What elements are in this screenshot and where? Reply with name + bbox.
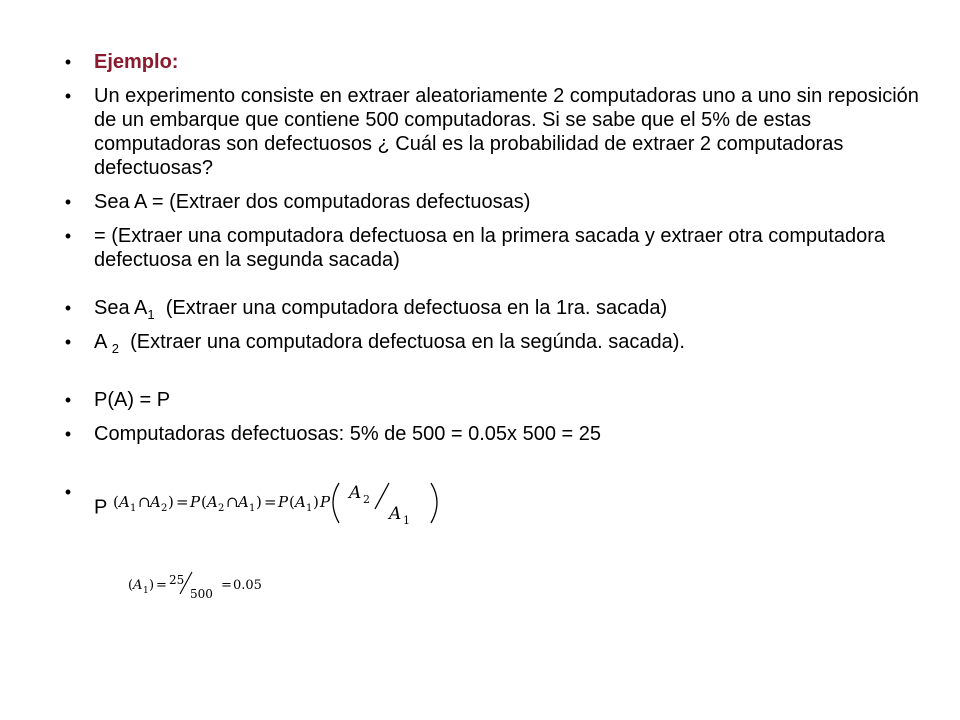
conditional-probability-formula bbox=[113, 477, 443, 533]
bullet-event-a bbox=[60, 190, 920, 214]
formula-cond-a-top: A bbox=[348, 483, 361, 503]
bullet-icon: • bbox=[64, 482, 72, 502]
formula-sub-1a: 1 bbox=[129, 503, 136, 514]
defective-count-text: Computadoras defectuosas: 5% de 500 = 0.05x 500 = 25 bbox=[94, 423, 602, 445]
formula-big-rparen bbox=[431, 483, 437, 523]
formula-cap-1: ∩ bbox=[137, 493, 151, 511]
formula-rparen-3: ) bbox=[312, 493, 319, 511]
bullet-icon: • bbox=[64, 192, 72, 212]
formula-svg bbox=[113, 477, 443, 527]
formula-sub-5: 1 bbox=[305, 503, 312, 514]
bullet-formula bbox=[60, 480, 920, 536]
bullet-icon: • bbox=[64, 390, 72, 410]
formula-lparen-2: ( bbox=[200, 493, 207, 511]
formula-big-lparen bbox=[333, 483, 339, 523]
example-heading: Ejemplo: bbox=[94, 51, 179, 73]
formula-a-2: A bbox=[149, 493, 161, 511]
event-a1-subscript: 1 bbox=[147, 307, 155, 322]
formula-eq-2: = bbox=[263, 493, 277, 511]
formula2-denominator: 500 bbox=[190, 587, 213, 601]
event-a2-prefix: A bbox=[94, 331, 112, 353]
formula-p-2: P bbox=[277, 493, 288, 511]
formula2-a: A bbox=[133, 578, 143, 593]
formula-p-3: P bbox=[319, 493, 330, 511]
formula2-numerator: 25 bbox=[169, 573, 185, 587]
formula-sub-2a: 2 bbox=[160, 503, 167, 514]
formula-cond-sub-top: 2 bbox=[362, 493, 370, 506]
prob-a-text: P(A) = P bbox=[94, 389, 171, 411]
event-a1-text: (Extraer una computadora defectuosa en la 1ra. sacada) bbox=[154, 297, 668, 319]
bullet-icon: • bbox=[64, 52, 72, 72]
formula-cap-2: ∩ bbox=[225, 493, 239, 511]
formula2-eq-1: = bbox=[156, 578, 167, 593]
bullet-event-a2 bbox=[60, 330, 920, 354]
formula-a-3: A bbox=[206, 493, 218, 511]
experiment-text: Un experimento consiste en extraer aleatoriamente 2 computadoras uno a uno sin reposición de un embarque que contiene 500 computadoras. Si se sabe que el 5% de estas computadoras son defectuosos ¿ Cuál es la probabilidad de extraer 2 computadoras defectuosas? bbox=[94, 85, 919, 179]
event-a2-text: (Extraer una computadora defectuosa en la segúnda. sacada). bbox=[119, 331, 685, 353]
event-a1-prefix: Sea A bbox=[94, 297, 148, 319]
bullet-defective-count bbox=[60, 422, 920, 446]
formula-sub-3: 2 bbox=[217, 503, 224, 514]
bullet-icon: • bbox=[64, 298, 72, 318]
formula-cond-a-bottom: A bbox=[388, 504, 401, 524]
formula-lparen-3: ( bbox=[288, 493, 295, 511]
formula-sub-4: 1 bbox=[248, 503, 255, 514]
formula-eq-1: = bbox=[175, 493, 189, 511]
formula-a-5: A bbox=[294, 493, 306, 511]
formula2-result: 0.05 bbox=[233, 578, 262, 593]
bullet-prob-a bbox=[60, 388, 920, 412]
bullet-icon: • bbox=[64, 226, 72, 246]
bullet-icon: • bbox=[64, 424, 72, 444]
formula-a-4: A bbox=[237, 493, 249, 511]
formula-cond-sub-bottom: 1 bbox=[402, 514, 410, 527]
formula-prefix: P bbox=[94, 496, 107, 519]
formula-p-1: P bbox=[189, 493, 200, 511]
formula-rparen-2: ) bbox=[255, 493, 262, 511]
formula-lparen-1: ( bbox=[112, 493, 119, 511]
bullet-heading bbox=[60, 50, 920, 74]
bullet-list bbox=[60, 50, 920, 536]
event-a-detail-text: = (Extraer una computadora defectuosa en la primera sacada y extraer otra computadora defectuosa en la segunda sacada) bbox=[94, 225, 902, 271]
formula-rparen-1: ) bbox=[167, 493, 174, 511]
formula2-rparen: ) bbox=[149, 578, 155, 593]
probability-a1-formula bbox=[122, 566, 282, 611]
bullet-event-a-detail bbox=[60, 224, 920, 272]
bullet-icon: • bbox=[64, 86, 72, 106]
formula2-lparen: ( bbox=[128, 578, 134, 593]
formula-a-1: A bbox=[118, 493, 130, 511]
event-a2-subscript: 2 bbox=[111, 341, 120, 356]
bullet-experiment bbox=[60, 84, 920, 180]
formula2-sub: 1 bbox=[143, 586, 149, 596]
formula-cond-slash bbox=[375, 483, 389, 509]
bullet-event-a1 bbox=[60, 296, 920, 320]
formula2-eq-2: = bbox=[221, 578, 232, 593]
formula-2-svg bbox=[122, 566, 282, 606]
bullet-icon: • bbox=[64, 332, 72, 352]
event-a-text: Sea A = (Extraer dos computadoras defectuosas) bbox=[94, 191, 531, 213]
